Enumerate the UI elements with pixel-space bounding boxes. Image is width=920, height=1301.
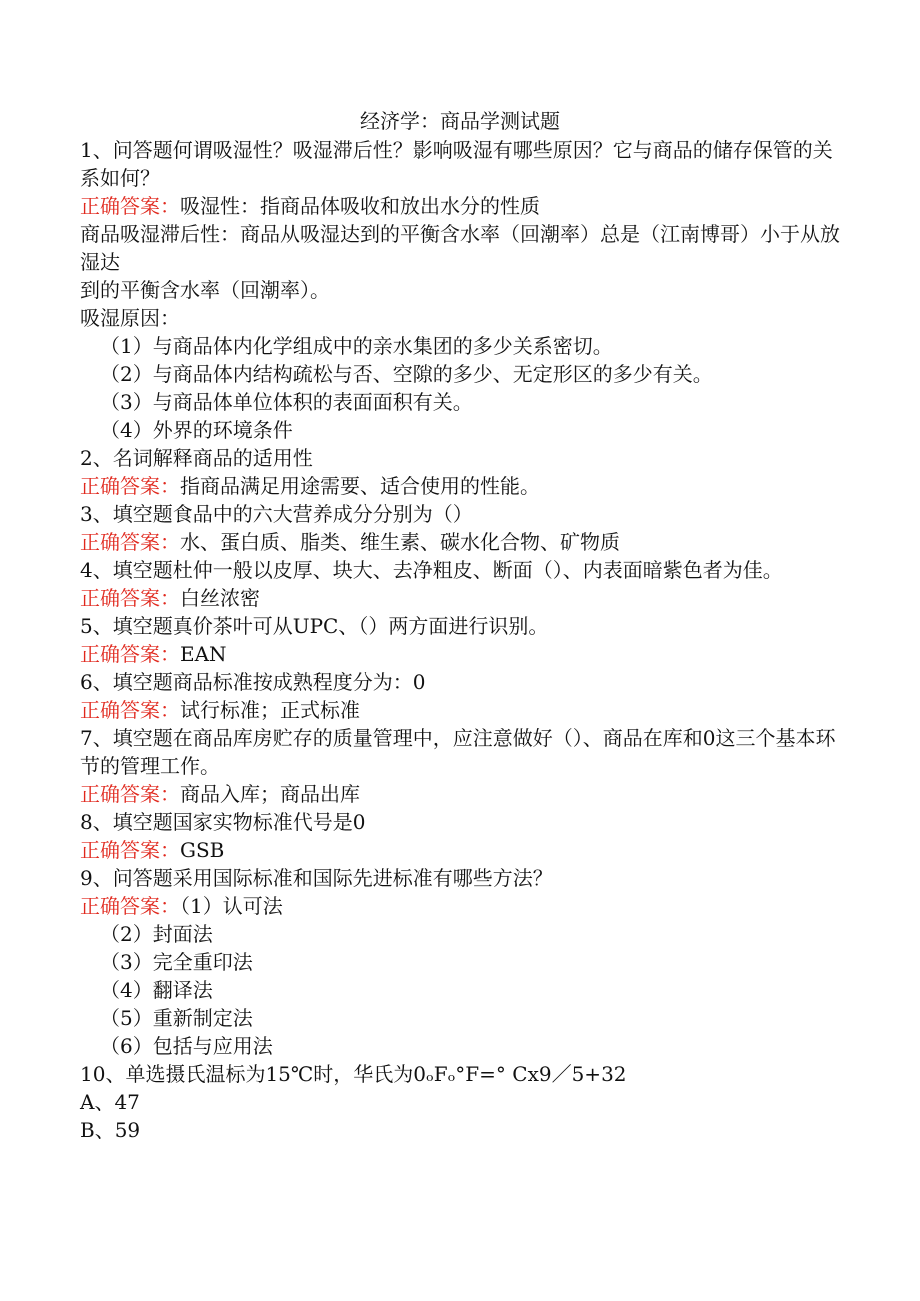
document-body	[80, 136, 850, 1144]
q1-cause-1: （1）与商品体内化学组成中的亲水集团的多少关系密切。	[100, 334, 613, 358]
answer-6-text: 试行标准；正式标准	[180, 698, 360, 722]
q1-line-2: 到的平衡含水率（回潮率）。	[80, 278, 330, 302]
question-10: 10、单选摄氏温标为15℃时，华氏为0ₒFₒ°F=° Cx9／5+32	[80, 1062, 627, 1086]
answer-7-text: 商品入库；商品出库	[180, 782, 360, 806]
question-6: 6、填空题商品标准按成熟程度分为：0	[80, 670, 426, 694]
answer-1-text: 吸湿性：指商品体吸收和放出水分的性质	[180, 194, 540, 218]
q1-cause-3: （3）与商品体单位体积的表面面积有关。	[100, 390, 473, 414]
answer-8-text: GSB	[180, 838, 225, 862]
question-4: 4、填空题杜仲一般以皮厚、块大、去净粗皮、断面（）、内表面暗紫色者为佳。	[80, 558, 783, 582]
answer-3-text: 水、蛋白质、脂类、维生素、碳水化合物、矿物质	[180, 530, 620, 554]
option-a: A、47	[80, 1090, 140, 1114]
q9-method-3: （3）完全重印法	[100, 950, 253, 974]
question-7: 7、填空题在商品库房贮存的质量管理中，应注意做好（）、商品在库和0这三个基本环节的管理工作。	[80, 726, 836, 778]
answer-label: 正确答案：	[80, 838, 180, 862]
q9-method-4: （4）翻译法	[100, 978, 213, 1002]
answer-3	[80, 528, 850, 556]
question-3: 3、填空题食品中的六大营养成分分别为（）	[80, 502, 473, 526]
answer-5-text: EAN	[180, 642, 227, 666]
answer-9-text: （1）认可法	[180, 894, 283, 918]
answer-4-text: 白丝浓密	[180, 586, 260, 610]
answer-label: 正确答案：	[80, 474, 180, 498]
question-9: 9、问答题采用国际标准和国际先进标准有哪些方法？	[80, 866, 553, 890]
q9-method-2: （2）封面法	[100, 922, 213, 946]
question-8: 8、填空题国家实物标准代号是0	[80, 810, 366, 834]
answer-label: 正确答案：	[80, 194, 180, 218]
answer-9	[80, 892, 850, 920]
answer-label: 正确答案：	[80, 530, 180, 554]
answer-label: 正确答案：	[80, 894, 180, 918]
answer-label: 正确答案：	[80, 782, 180, 806]
q9-method-6: （6）包括与应用法	[100, 1034, 273, 1058]
q1-cause-4: （4）外界的环境条件	[100, 418, 293, 442]
q9-method-5: （5）重新制定法	[100, 1006, 253, 1030]
q1-line-3: 吸湿原因：	[80, 306, 180, 330]
question-5: 5、填空题真价茶叶可从UPC、（）两方面进行识别。	[80, 614, 549, 638]
answer-2	[80, 472, 850, 500]
answer-5	[80, 640, 850, 668]
question-1: 1、问答题何谓吸湿性？吸湿滞后性？影响吸湿有哪些原因？它与商品的储存保管的关系如何？	[80, 138, 833, 190]
answer-4	[80, 584, 850, 612]
answer-label: 正确答案：	[80, 586, 180, 610]
q1-line-1: 商品吸湿滞后性：商品从吸湿达到的平衡含水率（回潮率）总是（江南博哥）小于从放湿达	[80, 222, 840, 274]
answer-label: 正确答案：	[80, 698, 180, 722]
q1-cause-2: （2）与商品体内结构疏松与否、空隙的多少、无定形区的多少有关。	[100, 362, 713, 386]
answer-7	[80, 780, 850, 808]
answer-8	[80, 836, 850, 864]
question-2: 2、名词解释商品的适用性	[80, 446, 313, 470]
answer-2-text: 指商品满足用途需要、适合使用的性能。	[180, 474, 540, 498]
answer-6	[80, 696, 850, 724]
answer-1	[80, 192, 850, 220]
answer-label: 正确答案：	[80, 642, 180, 666]
document-title: 经济学：商品学测试题	[360, 109, 560, 133]
option-b: B、59	[80, 1118, 141, 1142]
